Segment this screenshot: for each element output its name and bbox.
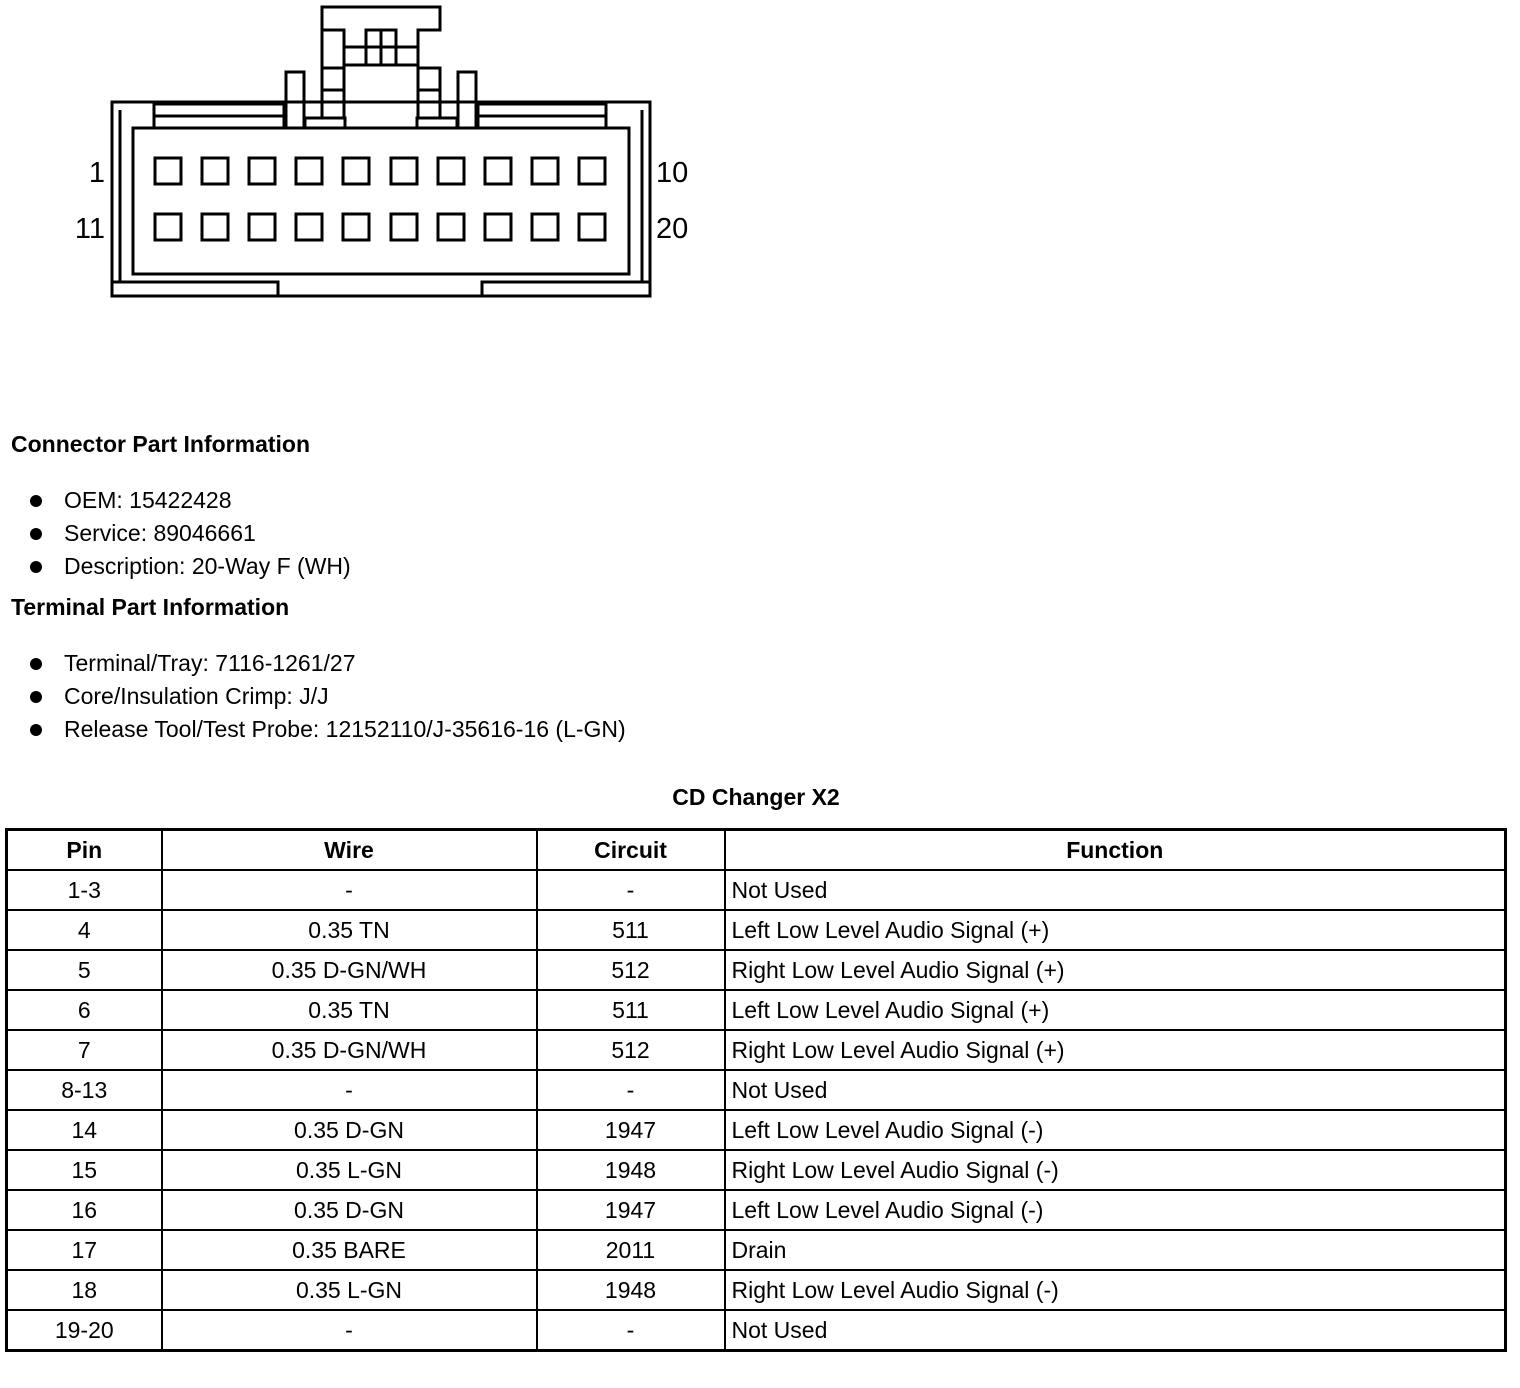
cell-function: Not Used (725, 1070, 1506, 1110)
connector-part-info-list (26, 484, 351, 583)
cell-circuit: - (537, 870, 725, 910)
cell-wire: 0.35 L-GN (162, 1150, 537, 1190)
pin-cavity-14 (296, 214, 322, 240)
cell-circuit: 2011 (537, 1230, 725, 1270)
pin-cavity-13 (249, 214, 275, 240)
table-row (7, 1230, 1506, 1270)
cell-pin: 6 (7, 990, 162, 1030)
connector-body (112, 7, 650, 296)
cell-wire: 0.35 D-GN (162, 1190, 537, 1230)
list-item-text: Terminal/Tray: 7116-1261/27 (64, 650, 356, 676)
cell-pin: 19-20 (7, 1310, 162, 1351)
table-row (7, 950, 1506, 990)
list-item (26, 680, 626, 713)
pin-cavity-6 (391, 158, 417, 184)
connector-part-info-heading: Connector Part Information (11, 431, 311, 457)
list-item-text: OEM: 15422428 (64, 487, 232, 513)
pin-cavity-3 (249, 158, 275, 184)
table-row (7, 1270, 1506, 1310)
cell-function: Not Used (725, 1310, 1506, 1351)
cell-pin: 8-13 (7, 1070, 162, 1110)
pin-cavity-2 (202, 158, 228, 184)
cell-wire: - (162, 870, 537, 910)
cell-function: Right Low Level Audio Signal (-) (725, 1150, 1506, 1190)
column-header-wire: Wire (162, 830, 537, 871)
cell-function: Left Low Level Audio Signal (-) (725, 1110, 1506, 1150)
bullet-icon (30, 691, 42, 703)
cell-pin: 18 (7, 1270, 162, 1310)
cell-pin: 16 (7, 1190, 162, 1230)
cell-function: Left Low Level Audio Signal (-) (725, 1190, 1506, 1230)
cell-wire: - (162, 1310, 537, 1351)
pin-cavity-12 (202, 214, 228, 240)
list-item-text: Core/Insulation Crimp: J/J (64, 683, 329, 709)
pin-cavity-20 (579, 214, 605, 240)
cell-pin: 14 (7, 1110, 162, 1150)
pin-cavity-17 (438, 214, 464, 240)
table-row (7, 1030, 1506, 1070)
cell-function: Left Low Level Audio Signal (+) (725, 910, 1506, 950)
table-header-row (7, 830, 1506, 871)
connector-face-diagram (0, 0, 720, 320)
cell-wire: 0.35 TN (162, 910, 537, 950)
cell-pin: 4 (7, 910, 162, 950)
column-header-circuit: Circuit (537, 830, 725, 871)
list-item (26, 517, 351, 550)
table-body (7, 870, 1506, 1351)
cell-function: Right Low Level Audio Signal (+) (725, 1030, 1506, 1070)
pin-cavity-grid (155, 158, 605, 240)
table-row (7, 1310, 1506, 1351)
pin-cavity-19 (532, 214, 558, 240)
list-item-text: Release Tool/Test Probe: 12152110/J-35616-16 (L-GN) (64, 716, 626, 742)
pin-cavity-10 (579, 158, 605, 184)
cell-pin: 5 (7, 950, 162, 990)
list-item (26, 484, 351, 517)
cell-wire: - (162, 1070, 537, 1110)
table-title: CD Changer X2 (672, 784, 840, 810)
bullet-icon (30, 528, 42, 540)
table-row (7, 1070, 1506, 1110)
pin-cavity-8 (485, 158, 511, 184)
cell-pin: 7 (7, 1030, 162, 1070)
cell-function: Right Low Level Audio Signal (+) (725, 950, 1506, 990)
cell-circuit: 511 (537, 990, 725, 1030)
table-row (7, 870, 1506, 910)
cell-circuit: 512 (537, 1030, 725, 1070)
cell-wire: 0.35 BARE (162, 1230, 537, 1270)
list-item (26, 550, 351, 583)
cell-circuit: 1948 (537, 1150, 725, 1190)
cell-wire: 0.35 L-GN (162, 1270, 537, 1310)
cell-function: Left Low Level Audio Signal (+) (725, 990, 1506, 1030)
cell-wire: 0.35 D-GN/WH (162, 1030, 537, 1070)
pinout-table (5, 828, 1507, 1352)
pin-cavity-7 (438, 158, 464, 184)
cell-wire: 0.35 D-GN/WH (162, 950, 537, 990)
bullet-icon (30, 495, 42, 507)
pin-cavity-9 (532, 158, 558, 184)
pin-label-20: 20 (656, 213, 689, 245)
table-row (7, 910, 1506, 950)
bullet-icon (30, 724, 42, 736)
terminal-part-info-list (26, 647, 626, 746)
pin-label-10: 10 (656, 157, 689, 189)
pin-cavity-1 (155, 158, 181, 184)
cell-circuit: - (537, 1070, 725, 1110)
pin-cavity-16 (391, 214, 417, 240)
cell-pin: 17 (7, 1230, 162, 1270)
cell-wire: 0.35 TN (162, 990, 537, 1030)
cell-wire: 0.35 D-GN (162, 1110, 537, 1150)
cell-circuit: 1948 (537, 1270, 725, 1310)
cell-circuit: 1947 (537, 1110, 725, 1150)
cell-circuit: 1947 (537, 1190, 725, 1230)
list-item-text: Description: 20-Way F (WH) (64, 553, 351, 579)
pin-cavity-5 (343, 158, 369, 184)
list-item (26, 713, 626, 746)
column-header-function: Function (725, 830, 1506, 871)
cell-circuit: 511 (537, 910, 725, 950)
cell-pin: 15 (7, 1150, 162, 1190)
table-row (7, 1150, 1506, 1190)
pin-cavity-18 (485, 214, 511, 240)
cell-function: Drain (725, 1230, 1506, 1270)
cell-circuit: 512 (537, 950, 725, 990)
pin-cavity-15 (343, 214, 369, 240)
pin-label-1: 1 (88, 157, 105, 189)
pin-cavity-11 (155, 214, 181, 240)
cell-function: Not Used (725, 870, 1506, 910)
pin-label-11: 11 (74, 213, 105, 245)
cell-circuit: - (537, 1310, 725, 1351)
table-row (7, 1110, 1506, 1150)
bullet-icon (30, 561, 42, 573)
bullet-icon (30, 658, 42, 670)
column-header-pin: Pin (7, 830, 162, 871)
list-item-text: Service: 89046661 (64, 520, 256, 546)
table-row (7, 990, 1506, 1030)
pin-cavity-4 (296, 158, 322, 184)
list-item (26, 647, 626, 680)
terminal-part-info-heading: Terminal Part Information (11, 594, 290, 620)
table-row (7, 1190, 1506, 1230)
cell-function: Right Low Level Audio Signal (-) (725, 1270, 1506, 1310)
cell-pin: 1-3 (7, 870, 162, 910)
